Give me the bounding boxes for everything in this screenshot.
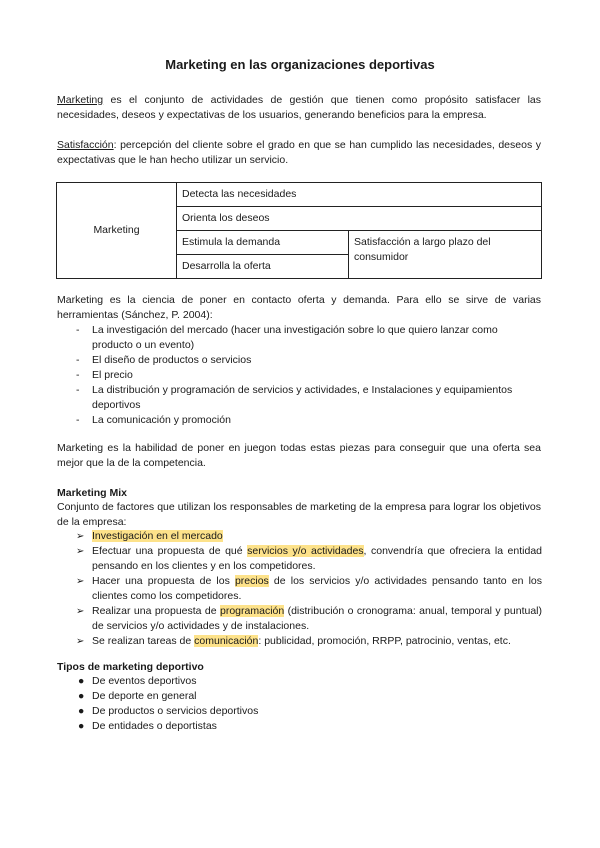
list-item: ➢ Hacer una propuesta de los precios de los servicios y/o actividades pensando tanto en los clientes como los competidores. (76, 575, 542, 602)
dash-marker: - (76, 324, 80, 336)
list-item: ➢ Efectuar una propuesta de qué servicios y/o actividades, convendría que ofreciera la entidad pensando en los clientes y en los competidores. (76, 545, 543, 572)
list-item (76, 383, 541, 413)
marketing-mix-heading: Marketing Mix (57, 487, 128, 499)
list-item (76, 704, 541, 719)
highlight: programación (220, 605, 285, 617)
list-item (76, 674, 541, 689)
list-item-text: De eventos deportivos (92, 675, 197, 687)
table-cell: Detecta las necesidades (177, 183, 542, 207)
list-item (76, 353, 541, 368)
paragraph-habilidad: Marketing es la habilidad de poner en juegon todas estas piezas para conseguir que una oferta sea mejor que la de la competencia. (57, 442, 541, 469)
list-item-text: De entidades o deportistas (92, 720, 217, 732)
arrow-bullet-icon: ➢ (76, 576, 85, 587)
page-title: Marketing en las organizaciones deportivas (165, 57, 435, 72)
satisfaccion-definition-text: : percepción del cliente sobre el grado en que se han cumplido las necesidades, deseos y expectativas que le han hecho utilizar un servicio. (57, 139, 541, 166)
satisfaccion-definition (57, 138, 541, 168)
dash-marker: - (76, 354, 80, 366)
table-left-cell: Marketing (57, 183, 177, 279)
table-cell: Estimula la demanda (177, 231, 349, 255)
marketing-definition (57, 93, 541, 123)
dash-marker: - (76, 384, 80, 396)
list-item-text: La comunicación y promoción (92, 414, 231, 426)
list-item: ➢ Se realizan tareas de comunicación: publicidad, promoción, RRPP, patrocinio, ventas, etc. (76, 635, 511, 647)
highlight: comunicación (194, 635, 259, 647)
bullet-dot-icon: ● (78, 675, 85, 687)
list-item (76, 719, 541, 734)
marketing-mix-list (76, 529, 542, 649)
list-item (76, 413, 541, 428)
list-item-text: El precio (92, 369, 133, 381)
list-item: ➢ Realizar una propuesta de programación (distribución o cronograma: anual, temporal y puntual) de servicios y/o actividades y de instalaciones. (76, 605, 543, 632)
list-item-text: De productos o servicios deportivos (92, 705, 259, 717)
highlight: servicios y/o actividades (247, 545, 364, 557)
highlight: Investigación en el mercado (92, 530, 223, 542)
dash-marker: - (76, 414, 80, 426)
dash-marker: - (76, 369, 80, 381)
arrow-bullet-icon: ➢ (76, 546, 85, 557)
marketing-definition-text: es el conjunto de actividades de gestión que tienen como propósito satisfacer las necesidades, deseos y expectativas de los usuarios, generando beneficios para la empresa. (57, 94, 541, 121)
paragraph-ciencia: Marketing es la ciencia de poner en contacto oferta y demanda. Para ello se sirve de varias herramientas (Sánchez, P. 2004): (57, 294, 541, 321)
list-item (76, 368, 541, 383)
arrow-bullet-icon: ➢ (76, 636, 85, 647)
bullet-dot-icon: ● (78, 720, 85, 732)
marketing-mix-intro: Conjunto de factores que utilizan los responsables de marketing de la empresa para lograr los objetivos de la empresa: (57, 501, 541, 528)
tipos-heading: Tipos de marketing deportivo (57, 661, 204, 673)
satisfaccion-term: Satisfacción (57, 139, 114, 151)
highlight: precios (234, 575, 269, 587)
list-item-text: El diseño de productos o servicios (92, 354, 252, 366)
list-item-text: La distribución y programación de servicios y actividades, e Instalaciones y equipamientos deportivos (92, 384, 513, 411)
arrow-bullet-icon: ➢ (76, 531, 85, 542)
list-item-text: De deporte en general (92, 690, 197, 702)
bullet-dot-icon: ● (78, 705, 85, 717)
table-cell: Orienta los deseos (177, 207, 542, 231)
marketing-table (56, 182, 542, 279)
table-cell: Desarrolla la oferta (177, 255, 349, 279)
list-item (76, 689, 541, 704)
tipos-list (76, 674, 541, 734)
marketing-term: Marketing (57, 94, 104, 106)
list-item-text: La investigación del mercado (hacer una investigación sobre lo que quiero lanzar como producto o un evento) (92, 324, 498, 351)
bullet-dot-icon: ● (78, 690, 85, 702)
tools-list (76, 323, 541, 428)
list-item (76, 323, 541, 353)
table-satisfaction-cell: Satisfacción a largo plazo del consumidor (349, 231, 542, 279)
table-row (57, 183, 542, 207)
arrow-bullet-icon: ➢ (76, 606, 85, 617)
list-item (76, 529, 542, 544)
